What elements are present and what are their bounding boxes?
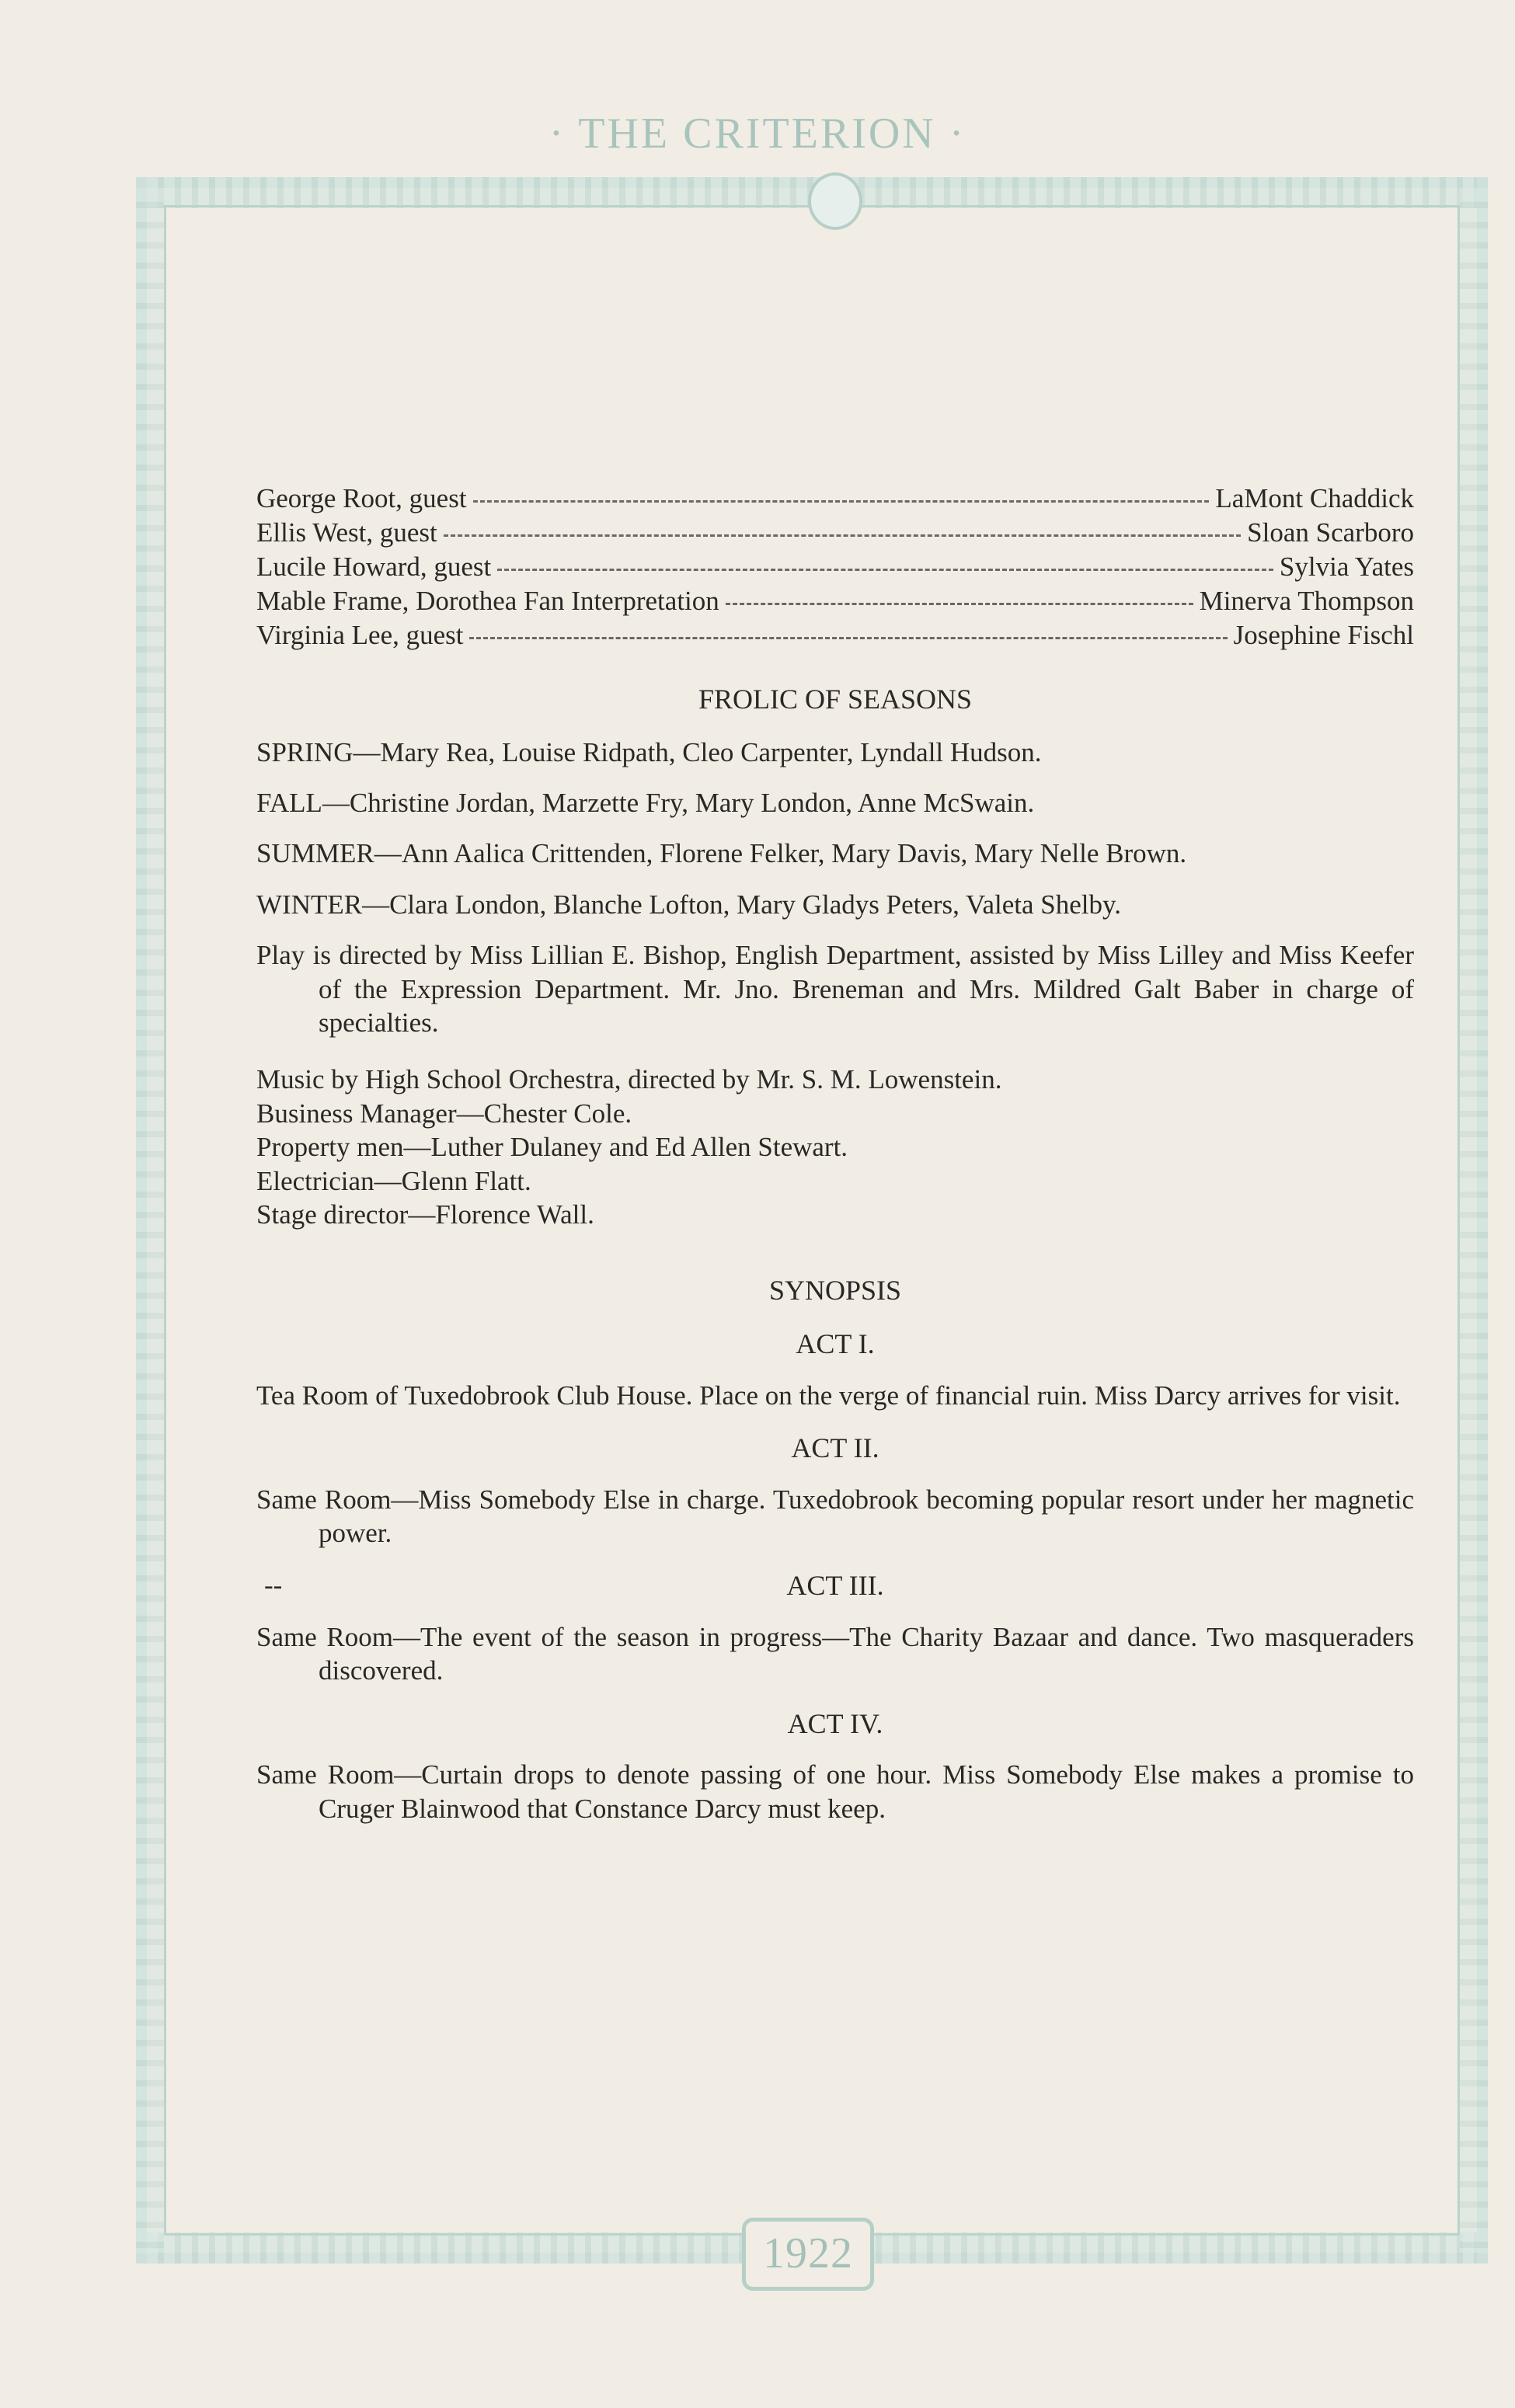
season-winter: WINTER—Clara London, Blanche Lofton, Mary Gladys Peters, Valeta Shelby. [256, 889, 1121, 920]
cast-actor: Sylvia Yates [1279, 552, 1414, 582]
cast-actor: Josephine Fischl [1233, 620, 1414, 650]
year-plate: 1922 [742, 2218, 874, 2291]
cast-actor: Minerva Thompson [1199, 586, 1414, 616]
act-4-title: ACT IV. [787, 1707, 883, 1739]
cast-row [256, 482, 1414, 516]
border-medallion-icon [808, 172, 862, 230]
frolic-title: FROLIC OF SEASONS [698, 684, 973, 715]
dot-leader [497, 567, 1273, 571]
cast-role: Lucile Howard, guest [256, 552, 492, 582]
act-4-text: Same Room—Curtain drops to denote passing of one hour. Miss Somebody Else makes a promise to Cruger Blainwood that Constance Darcy must keep. [256, 1759, 1414, 1824]
act-3-heading-row [256, 1568, 1414, 1603]
page-header: · THE CRITERION · [549, 110, 966, 158]
season-spring: SPRING—Mary Rea, Louise Ridpath, Cleo Carpenter, Lyndall Hudson. [256, 736, 1042, 767]
act-3-text: Same Room—The event of the season in progress—The Charity Bazaar and dance. Two masqueraders discovered. [256, 1621, 1414, 1686]
synopsis-title: SYNOPSIS [768, 1275, 902, 1307]
act-1-text: Tea Room of Tuxedobrook Club House. Place on the verge of financial ruin. Miss Darcy arrives for visit. [256, 1380, 1401, 1411]
direction-note: Play is directed by Miss Lillian E. Bishop, English Department, assisted by Miss Lilley and Miss Keefer of the Expression Department. Mr. Jno. Breneman and Mrs. Mildred Galt Baber in charge of specialties. [256, 940, 1414, 1038]
season-fall: FALL—Christine Jordan, Marzette Fry, Mary London, Anne McSwain. [256, 788, 1035, 819]
cast-role: Ellis West, guest [256, 517, 437, 548]
act-3-title: ACT III. [786, 1570, 884, 1602]
cast-row [256, 516, 1414, 550]
act-2-text: Same Room—Miss Somebody Else in charge. Tuxedobrook becoming popular resort under her magnetic power. [256, 1484, 1414, 1548]
cast-row [256, 584, 1414, 618]
cast-row [256, 618, 1414, 652]
cast-list [256, 482, 1414, 652]
frolic-seasons [256, 736, 1414, 1040]
dot-leader [473, 499, 1210, 503]
cast-role: George Root, guest [256, 483, 467, 513]
cast-actor: LaMont Chaddick [1215, 483, 1414, 513]
credit-property-men: Property men—Luther Dulaney and Ed Allen Stewart. [256, 1132, 848, 1163]
credit-electrician: Electrician—Glenn Flatt. [256, 1165, 531, 1196]
cast-role: Virginia Lee, guest [256, 620, 464, 650]
border-right-ornament [1460, 188, 1488, 2253]
credit-music: Music by High School Orchestra, directed by Mr. S. M. Lowenstein. [256, 1064, 1002, 1095]
credit-business-manager: Business Manager—Chester Cole. [256, 1098, 632, 1129]
border-left-ornament [136, 188, 164, 2253]
credit-stage-director: Stage director—Florence Wall. [256, 1199, 594, 1230]
page-content [256, 482, 1414, 1843]
credits-list [256, 1063, 1414, 1231]
dot-leader [469, 635, 1227, 639]
season-summer: SUMMER—Ann Aalica Crittenden, Florene Felker, Mary Davis, Mary Nelle Brown. [256, 838, 1187, 869]
act-2-title: ACT II. [791, 1432, 879, 1463]
cast-row [256, 550, 1414, 584]
cast-actor: Sloan Scarboro [1247, 517, 1414, 548]
act-3-mark: -- [264, 1570, 283, 1601]
dot-leader [726, 601, 1193, 605]
dot-leader [444, 533, 1241, 537]
act-1-title: ACT I. [796, 1328, 875, 1359]
cast-role: Mable Frame, Dorothea Fan Interpretation [256, 586, 719, 616]
